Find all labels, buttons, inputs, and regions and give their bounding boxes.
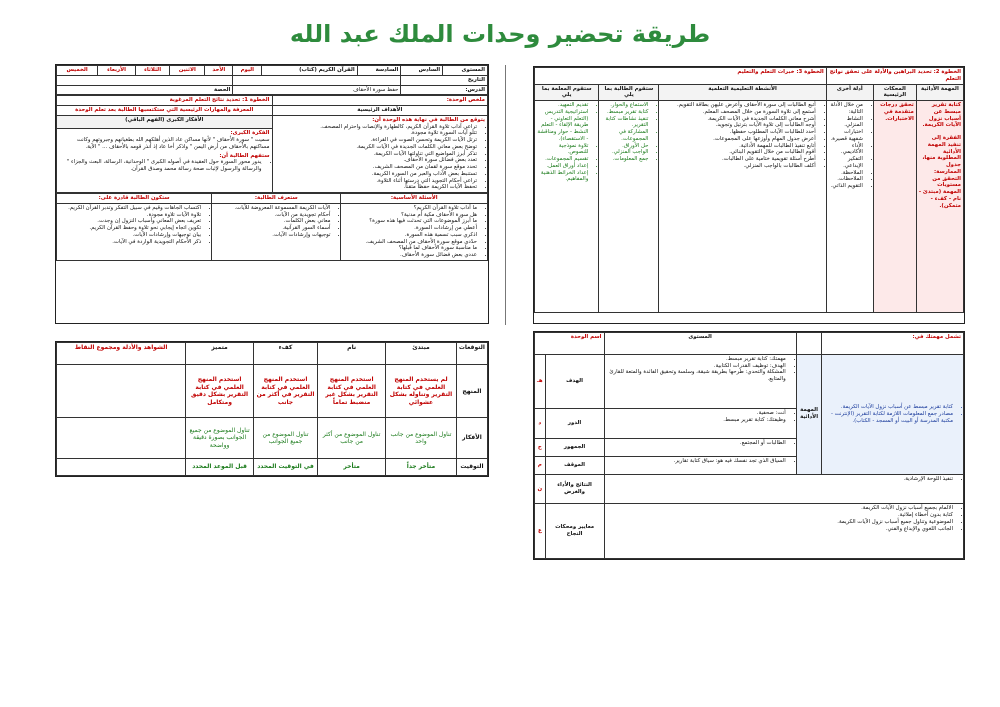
grasps-letter: د xyxy=(535,409,546,439)
task-side-item: • كتابة تقرير مبسط عن أسباب نزول الآيات الكريمة. xyxy=(824,404,953,411)
expected-item: • تتلو آيات السورة تلاوة مجودة. xyxy=(275,130,478,137)
task-detail: الفقرة إلى تنفيذ المهمة الأدائية المطلوبة منها، جدول الممارسة: التحقق من مستويات المهمة (مبتدئ - نام - كفء - متمكن). xyxy=(918,135,961,209)
rubric-cell: استخدم المنهج العلمي في كتابة التقرير في أكثر من جانب xyxy=(253,365,317,418)
grasps-row xyxy=(535,474,964,504)
expected-item: • توضح بعض معاني الكلمات الجديدة في الآيات الكريمة. xyxy=(275,144,478,151)
step3-title: الخطوة 3: خبرات التعلم والتعليم xyxy=(535,68,827,85)
question-item: • ما أبرز الموضوعات التي تحدثت فيها هذه سورة؟ xyxy=(343,218,477,225)
grasps-list xyxy=(607,356,794,383)
rubric-cell: قبل الموعد المحدد xyxy=(186,459,254,476)
expected-list xyxy=(275,124,486,192)
activity-item: • أحدد للطالبات الآيات المطلوب حفظها. xyxy=(661,129,815,136)
question-item: • هل سورة الأحقاف مكية أم مدنية؟ xyxy=(343,212,477,219)
will-do-item: • تعريف بعض المعاني وأسباب النزول إن وجدت. xyxy=(59,218,201,225)
rubric-sheet xyxy=(55,341,489,477)
question-item: • ما مناسبة سورة الأحقاف لما قبلها؟ xyxy=(343,245,477,252)
grasps-label: الجمهور xyxy=(545,439,604,457)
student-action-item: • المشاركة في المجموعات. xyxy=(601,129,648,143)
big-idea-label: الفكرة الكبرى: xyxy=(230,130,270,137)
task-text: كتابة تقرير مبسط عن أسباب نزول الآيات الكريمة. xyxy=(922,102,961,129)
header-cell: الأحد xyxy=(205,66,233,76)
student-action-item: • كتابة تقرير مبسط. xyxy=(601,109,648,116)
column-header: ستقوم الطالبة بما يلي xyxy=(599,84,659,101)
rubric-cell: تناول الموضوع من جميع الجوانب بصورة دقيقة وواضحة xyxy=(186,418,254,459)
grasps-label: الموقف xyxy=(545,456,604,474)
knowledge-header: المعرفة والمهارات الرئيسية التي ستكتسبها الطالبة بعد تعلم الوحدة xyxy=(57,106,273,116)
questions-title: الأسئلة الأساسية: xyxy=(341,194,488,204)
teacher-actions-list xyxy=(537,102,596,183)
question-item: • اذكري سبب تسمية هذه السورة. xyxy=(343,232,477,239)
activity-item: • أكلف الطالبات بالواجب المنزلي. xyxy=(661,163,815,170)
grasps-table xyxy=(534,332,964,559)
header-cell: الثلاثاء xyxy=(135,66,170,76)
lesson-label: الدرس: xyxy=(401,85,488,95)
column-header: المحكات الرئيسية xyxy=(873,84,916,101)
rubric-header: نام xyxy=(318,343,386,365)
column-header: الأنشطة التعليمية التعلمية xyxy=(659,84,826,101)
activity-item: • أطرح أسئلة تقويمية ختامية على الطالبات. xyxy=(661,156,815,163)
grasps-item: • كتابة بدون أخطاء إملائية. xyxy=(607,512,953,519)
student-understand-label: ستفهم الطالبة أن: xyxy=(219,152,270,159)
rubric-cell: متأخر جداً xyxy=(386,459,457,476)
grasps-letter: ج xyxy=(535,439,546,457)
expected-item: • ترتل الآيات الكريمة وتحسن الصوت في القراءة. xyxy=(275,137,478,144)
header-cell: السادس xyxy=(401,66,443,76)
teacher-action-item: • تلاوة نموذجية للنصوص. xyxy=(537,143,588,157)
big-ideas-title: الأفكار الكبرى (الفهم الباقي) xyxy=(57,115,273,129)
student-action-item: • جمع المعلومات. xyxy=(601,156,648,163)
grasps-content xyxy=(604,474,963,504)
column-header: أدلة أخرى xyxy=(826,84,873,101)
rubric-cell: تناول الموضوع من أكثر من جانب xyxy=(318,418,386,459)
grasps-item: • أنت: صحفية. xyxy=(607,410,786,417)
column-header: المهمة الأدائية xyxy=(916,84,963,101)
grasps-item: • الموضوعية وتناول جميع أسباب نزول الآيات الكريمة. xyxy=(607,519,953,526)
grasps-content xyxy=(604,354,796,408)
rubric-header: مبتدئ xyxy=(386,343,457,365)
activity-item: • أشرح معاني الكلمات الجديدة في الآيات الكريمة. xyxy=(661,116,815,123)
grasps-list xyxy=(607,476,961,483)
will-know-list xyxy=(214,205,338,239)
grasps-content xyxy=(604,439,796,457)
rubric-table xyxy=(56,342,488,476)
date-label: التاريخ xyxy=(401,75,488,85)
grasps-letter: م xyxy=(535,456,546,474)
activity-item: • أوجه الطالبات إلى تلاوة الآيات بترتيل وتجويد. xyxy=(661,122,815,129)
grasps-letter: ع xyxy=(535,504,546,559)
student-action-item: • الواجب المنزلي. xyxy=(601,149,648,156)
rubric-evidence-cell xyxy=(57,418,186,459)
will-do-item: • اكتساب الجاهات وقيم في سبيل التفكر وتدبر القرآن الكريم. xyxy=(59,205,201,212)
grasps-item: • وظيفتك: كتابة تقرير مبسط. xyxy=(607,417,786,424)
evidence-item: • الملاحظة. xyxy=(829,170,863,177)
activity-item: • أتابع تنفيذ الطالبات للمهمة الأدائية. xyxy=(661,143,815,150)
criteria-text: تحقق درجات متقدمة في الاختبارات. xyxy=(873,101,916,313)
rubric-row-label: التوقيت xyxy=(456,459,487,476)
will-do-title: ستكون الطالبة قادرة على: xyxy=(57,194,212,204)
activity-item: • أعرض جدول المهام وأوزعها على المجموعات. xyxy=(661,136,815,143)
expected-item: • تذكر أبرز المواضيع التي تناولتها الآيات الكريمة. xyxy=(275,151,478,158)
question-item: • ما آداب تلاوة القرآن الكريم؟ xyxy=(343,205,477,212)
rubric-evidence-cell xyxy=(57,365,186,418)
will-know-item: • أحكام تجويدية من الآيات. xyxy=(214,212,330,219)
task-label: تشمل مهمتك في: xyxy=(822,333,964,355)
grasps-letter: هـ xyxy=(535,354,546,408)
evidence-table xyxy=(534,67,964,313)
rubric-cell: استخدم المنهج العلمي في كتابة التقرير بشكل دقيق ومتكامل xyxy=(186,365,254,418)
will-know-title: ستعرف الطالبة: xyxy=(212,194,341,204)
will-know-item: • أسماء السور القرآنية. xyxy=(214,225,330,232)
rubric-cell: تناول الموضوع من جميع الجوانب xyxy=(253,418,317,459)
evidence-sheet xyxy=(533,66,965,324)
rubric-cell: تناول الموضوع من جانب واحد xyxy=(386,418,457,459)
questions-list xyxy=(343,205,485,259)
unit-summary-label: ملخص الوحدة: xyxy=(272,96,488,106)
expected-item: • تحفظ الآيات الكريمة حفظاً متقناً. xyxy=(275,184,478,191)
header-table xyxy=(56,65,488,95)
grasps-item: • الهدف: توظيف القدرات الكتابية. xyxy=(607,363,786,370)
rubric-header: الشواهد والأدلة ومجموع النقاط xyxy=(57,343,186,365)
grasps-row xyxy=(535,354,964,408)
header-cell: القرآن الكريم (كتاب) xyxy=(262,66,357,76)
grasps-label: النتائج والأداء والغرض xyxy=(545,474,604,504)
understand-item: • يدور محور السورة حول العقيدة في أصوله الكبرى " الوحدانية، الرسالة، البعث والجزاء " والرسالة والرسول لإثبات صحة رسالة محمد وصدق القرآن. xyxy=(59,159,262,173)
grasps-letter: ن xyxy=(535,474,546,504)
grasps-content xyxy=(604,456,796,474)
grasps-item: • السياق الذي تجد نفسك فيه هو: سياق كتابة تقارير. xyxy=(607,458,786,465)
teacher-action-item: • إعداد الخرائط الذهنية والمفاهيم. xyxy=(537,170,588,184)
will-know-item: • الآيات الكريمة المسموعة المعروضة للآيات. xyxy=(214,205,330,212)
activity-item: • أستمع إلى تلاوة السورة من خلال المصحف المعلم. xyxy=(661,109,815,116)
activity-item: • أتبع الطالبات إلى سورة الأحقاف وأعرض عليهن بطاقة التقويم. xyxy=(661,102,815,109)
grasps-label: الهدف xyxy=(545,354,604,408)
will-do-item: • بيان توجيهات وإرشادات الآيات. xyxy=(59,232,201,239)
main-goals-label: الأهداف الرئيسية xyxy=(272,106,488,116)
rubric-header: التوقعات xyxy=(456,343,487,365)
period-label: الحصة xyxy=(57,85,233,95)
rubric-header: متميز xyxy=(186,343,254,365)
header-cell: اليوم xyxy=(233,66,262,76)
essentials-table xyxy=(56,193,488,261)
step2-title: الخطوة 2: تحديد البراهين والأدلة على تحقق نواتج التعلم xyxy=(826,68,963,85)
will-do-list xyxy=(59,205,209,246)
grasps-item: • الطالبات أو المجتمع. xyxy=(607,440,786,447)
evidence-item: • من خلال الأدلة التالية: xyxy=(829,102,863,116)
grasps-item: • تنفيذ اللوحة الإرشادية. xyxy=(607,476,953,483)
grasps-label: معايير ومحكات النجاح xyxy=(545,504,604,559)
grasps-list xyxy=(607,458,794,465)
rubric-cell: متأخر xyxy=(318,459,386,476)
teacher-action-item: • إعداد أوراق العمل. xyxy=(537,163,588,170)
page-divider xyxy=(505,65,506,325)
teacher-action-item: • تقسيم المجموعات. xyxy=(537,156,588,163)
evidence-item: • التقويم الذاتي. xyxy=(829,183,863,190)
header-cell: الاثنين xyxy=(170,66,205,76)
task-side-item: • مصادر جمع المعلومات اللازمة لكتابة التقرير (الإنترنت - مكتبة المدرسة أو البيت أو المسجد - الكتاب). xyxy=(824,411,953,425)
evidence-item: • اختبارات شفهية قصيرة. xyxy=(829,129,863,143)
question-item: • عددي بعض فضائل سورة الأحقاف. xyxy=(343,252,477,259)
header-cell: السادسة xyxy=(357,66,401,76)
will-do-item: • تكوين اتجاه إيجابي نحو تلاوة وحفظ القرآن الكريم. xyxy=(59,225,201,232)
evidence-item: • النشاط المنزلي. xyxy=(829,116,863,130)
student-action-item: • حل الأوراق. xyxy=(601,143,648,150)
activity-item: • أقوم الطالبات من خلال التقويم البنائي. xyxy=(661,149,815,156)
grasps-item: • الجانب اللغوي والإبداع والفني. xyxy=(607,526,953,533)
teacher-action-item: • استراتيجية التدريس (التعلم التعاوني - طريقة الإلقاء - التعلم النشط - حوار ومناقشة - الاستقصاء). xyxy=(537,109,588,143)
evidence-item: • الملاحظات. xyxy=(829,176,863,183)
expected-item: • تراعي آداب تلاوة القرآن الكريم، كالطهارة والإنصات واحترام المصحف. xyxy=(275,124,478,131)
expected-item: • تحدد موقع سورة لقمان من المصحف الشريف. xyxy=(275,164,478,171)
rubric-cell: في التوقيت المحدد xyxy=(253,459,317,476)
task-side-cell xyxy=(822,354,964,474)
level-label: المستوى xyxy=(604,333,796,355)
understand-list xyxy=(59,159,270,173)
rubric-cell: استخدم المنهج العلمي في كتابة التقرير بشكل غير منضبط تماماً xyxy=(318,365,386,418)
will-do-item: • ذكر الأحكام التجويدية الواردة في الآيات. xyxy=(59,239,201,246)
grasps-content xyxy=(604,409,796,439)
rubric-evidence-cell xyxy=(57,459,186,476)
question-item: • أعطي من إرشادات السورة. xyxy=(343,225,477,232)
other-evidence-list xyxy=(829,102,871,190)
rubric-row xyxy=(57,365,488,418)
grasps-list xyxy=(607,505,961,532)
rubric-row-label: الأفكار xyxy=(456,418,487,459)
expected-title: يتوقع من الطالبة في نهاية هذه الوحدة أن: xyxy=(372,116,485,123)
grasps-list xyxy=(607,410,794,424)
activities-list xyxy=(661,102,823,170)
will-know-item: • توجيهات وإرشادات الآيات. xyxy=(214,232,330,239)
expected-item: • تراعي أحكام التجويد التي درستها أثناء التلاوة. xyxy=(275,178,478,185)
outcomes-table xyxy=(56,95,488,193)
task-side-list xyxy=(824,404,961,424)
student-action-item: • تنفيذ نشاطات كتابة التقرير. xyxy=(601,116,648,130)
grasps-label: الدور xyxy=(545,409,604,439)
page-title: طريقة تحضير وحدات الملك عبد الله xyxy=(289,20,711,48)
evidence-item: • التفكير الإبداعي. xyxy=(829,156,863,170)
step1-title: الخطوة 1: تحديد نتائج التعلم المرغوبة xyxy=(57,96,273,106)
will-do-item: • تلاوة الآيات تلاوة مجودة. xyxy=(59,212,201,219)
unit-plan-sheet xyxy=(55,64,489,324)
rubric-row xyxy=(57,418,488,459)
student-action-item: • الاستماع والحوار. xyxy=(601,102,648,109)
column-header: ستقوم المعلمة بما يلي xyxy=(535,84,599,101)
rubric-row xyxy=(57,459,488,476)
grasps-content xyxy=(604,504,963,559)
question-item: • حدّدي موقع سورة الأحقاف من المصحف الشريف. xyxy=(343,239,477,246)
rubric-header: كفء xyxy=(253,343,317,365)
grasps-list xyxy=(607,440,794,447)
big-idea-text: سميت " سورة الأحقاف " لأنها مساكن عاد الذين أهلكهم الله بطغيانهم وجبروتهم وكانت مساكنهم بالأحقاف من أرض اليمن " واذكر أخا عاد إذ أنذر قومه بالأحقاف ... " الآية. xyxy=(76,137,270,150)
grasps-row xyxy=(535,504,964,559)
rubric-cell: لم يستخدم المنهج العلمي في كتابة التقرير وتناوله بشكل عشوائي xyxy=(386,365,457,418)
student-actions-list xyxy=(601,102,656,163)
will-know-item: • معاني بعض الكلمات. xyxy=(214,218,330,225)
header-cell: الخميس xyxy=(57,66,98,76)
teacher-action-item: • تقديم التمهيد. xyxy=(537,102,588,109)
lesson-value: حفظ سورة الأحقاف xyxy=(233,85,401,95)
evidence-item: • الأداء الأكاديمي. xyxy=(829,143,863,157)
performance-task-sheet xyxy=(533,331,965,560)
unit-name-label: اسم الوحدة xyxy=(535,333,605,355)
grasps-item: • مهمتك: كتابة تقرير مبسط. xyxy=(607,356,786,363)
rubric-row-label: المنهج xyxy=(456,365,487,418)
header-cell: المستوى xyxy=(443,66,488,76)
grasps-item: • الالمام بجميع أسباب نزول الآيات الكريمة. xyxy=(607,505,953,512)
expected-item: • تعدد بعض فضائل سورة الأحقاف. xyxy=(275,157,478,164)
grasps-item: • المشكلة والتحدي: طرحها بطريقة شيقة، وسلسة وتحقيق الفائدة والمتعة للقارئ والمتابع. xyxy=(607,369,786,383)
header-cell: الأربعاء xyxy=(98,66,135,76)
expected-item: • تستنبط بعض الآداب والعبر من السورة الكريمة. xyxy=(275,171,478,178)
task-side-label: المهمة الأدائية xyxy=(796,354,822,474)
